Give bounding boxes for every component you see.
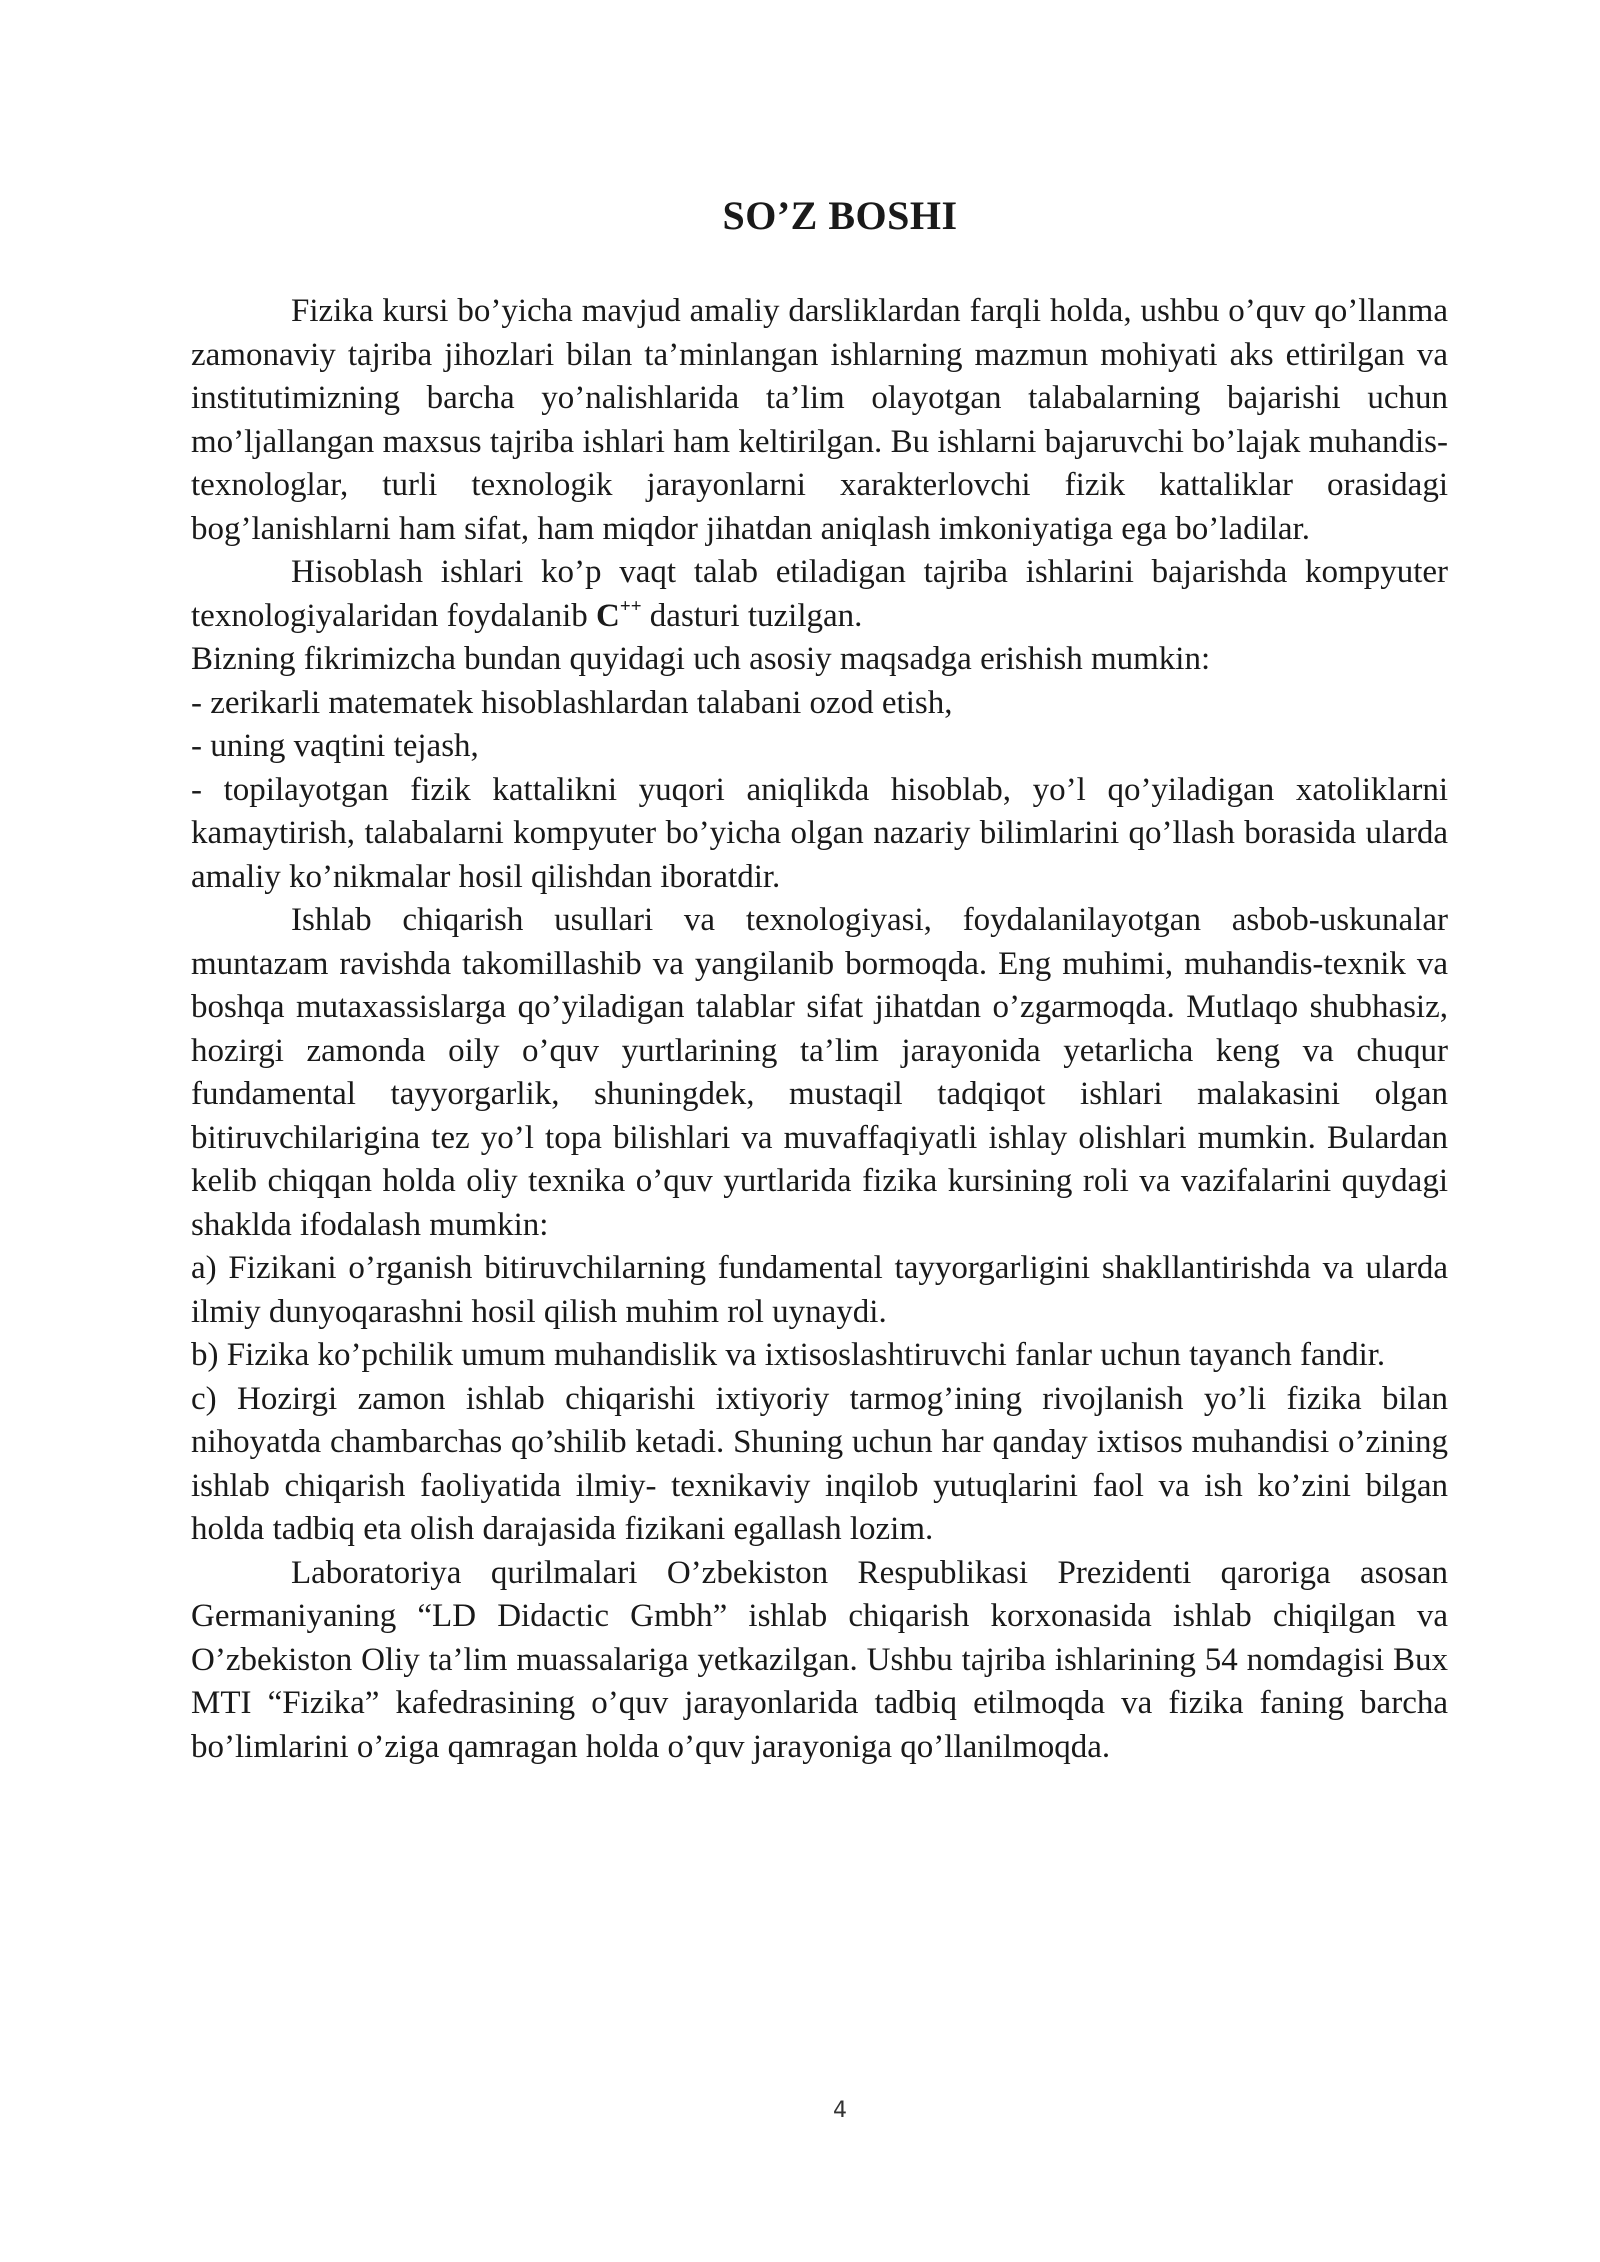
paragraph-cpp — [191, 551, 1448, 638]
cpp-language-name — [596, 595, 642, 634]
list-item-a: a) Fizikani o’rganish bitiruvchilarning fundamental tayyorgarligini shakllantirishda va ularda ilmiy dunyoqarashni hosil qilish muhim rol uynaydi. — [191, 1250, 1448, 1330]
cpp-superscript: ++ — [619, 595, 642, 617]
paragraph-production: Ishlab chiqarish usullari va texnologiyasi, foydalanilayotgan asbob-uskunalar muntazam ravishda takomillashib va yangilanib bormoqda. Eng muhimi, muhandis-texnik va boshqa mutaxassislarga qo’yiladigan talablar sifat jihatdan o’zgarmoqda. Mutlaqo shubhasiz, hozirgi zamonda oily o’quv yurtlarining ta’lim jarayonida yetarlicha keng va chuqur fundamental tayyorgarlik, shuningdek, mustaqil tadqiqot ishlari malakasini olgan bitiruvchilarigina tez yo’l topa bilishlari va muvaffaqiyatli ishlay olishlari mumkin. Bulardan kelib chiqqan holda oliy texnika o’quv yurtlarida fizika kursining roli va vazifalarini quydagi shaklda ifodalash mumkin: — [191, 902, 1448, 1243]
list-item-b: b) Fizika ko’pchilik umum muhandislik va ixtisoslashtiruvchi fanlar uchun tayanch fandir. — [191, 1337, 1386, 1373]
page-title: SO’Z BOSHI — [722, 193, 958, 238]
paragraph-laboratory: Laboratoriya qurilmalari O’zbekiston Respublikasi Prezidenti qaroriga asosan Germaniyaning “LD Didactic Gmbh” ishlab chiqarish korxonasida ishlab chiqilgan va O’zbekiston Oliy ta’lim muassalariga yetkazilgan. Ushbu tajriba ishlarining 54 nomdagisi Bux MTI “Fizika” kafedrasining o’quv jarayonlarida tadbiq etilmoqda va fizika faning barcha bo’limlarini o’ziga qamragan holda o’quv jarayoniga qo’llanilmoqda. — [191, 1554, 1448, 1765]
list-item: - uning vaqtini tejash, — [191, 728, 479, 764]
list-item: - zerikarli matematek hisoblashlardan talabani ozod etish, — [191, 684, 953, 721]
paragraph-cpp-text-after: dasturi tuzilgan. — [641, 597, 863, 634]
list-item: - topilayotgan fizik kattalikni yuqori aniqlikda hisoblab, yo’l qo’yiladigan xatoliklarni kamaytirish, talabalarni kompyuter bo’yicha olgan nazariy bilimlarini qo’llash borasida ularda amaliy ko’nikmalar hosil qilishdan iboratdir. — [191, 771, 1448, 895]
paragraph-goals-intro: Bizning fikrimizcha bundan quyidagi uch asosiy maqsadga erishish mumkin: — [191, 641, 1211, 677]
paragraph-intro: Fizika kursi bo’yicha mavjud amaliy darsliklardan farqli holda, ushbu o’quv qo’llanma zamonaviy tajriba jihozlari bilan ta’minlangan ishlarning mazmun mohiyati aks ettirilgan va institutimizning barcha yo’nalishlarida ta’lim olayotgan talabalarning bajarishi uchun mo’ljallangan maxsus tajriba ishlari ham keltirilgan. Bu ishlarni bajaruvchi bo’lajak muhandis-texnologlar, turli texnologik jarayonlarni xarakterlovchi fizik kattaliklar orasidagi bog’lanishlarni ham sifat, ham miqdor jihatdan aniqlash imkoniyatiga ega bo’ladilar. — [191, 293, 1448, 547]
paragraph-cpp-text-before: Hisoblash ishlari ko’p vaqt talab etiladigan tajriba ishlarini bajarishda kompyuter texnologiyalaridan foydalanib — [191, 554, 1448, 634]
body-text — [191, 290, 1448, 1769]
page-number: 4 — [833, 2098, 847, 2123]
list-item-c: c) Hozirgi zamon ishlab chiqarishi ixtiyoriy tarmog’ining rivojlanish yo’li fizika bilan nihoyatda chambarchas qo’shilib ketadi. Shuning uchun har qanday ixtisos muhandisi o’zining ishlab chiqarish faoliyatida ilmiy- texnikaviy inqilob yutuqlarini faol va ish ko’zini bilgan holda tadbiq eta olish darajasida fizikani egallash lozim. — [191, 1380, 1448, 1547]
cpp-letter: C — [596, 597, 620, 634]
